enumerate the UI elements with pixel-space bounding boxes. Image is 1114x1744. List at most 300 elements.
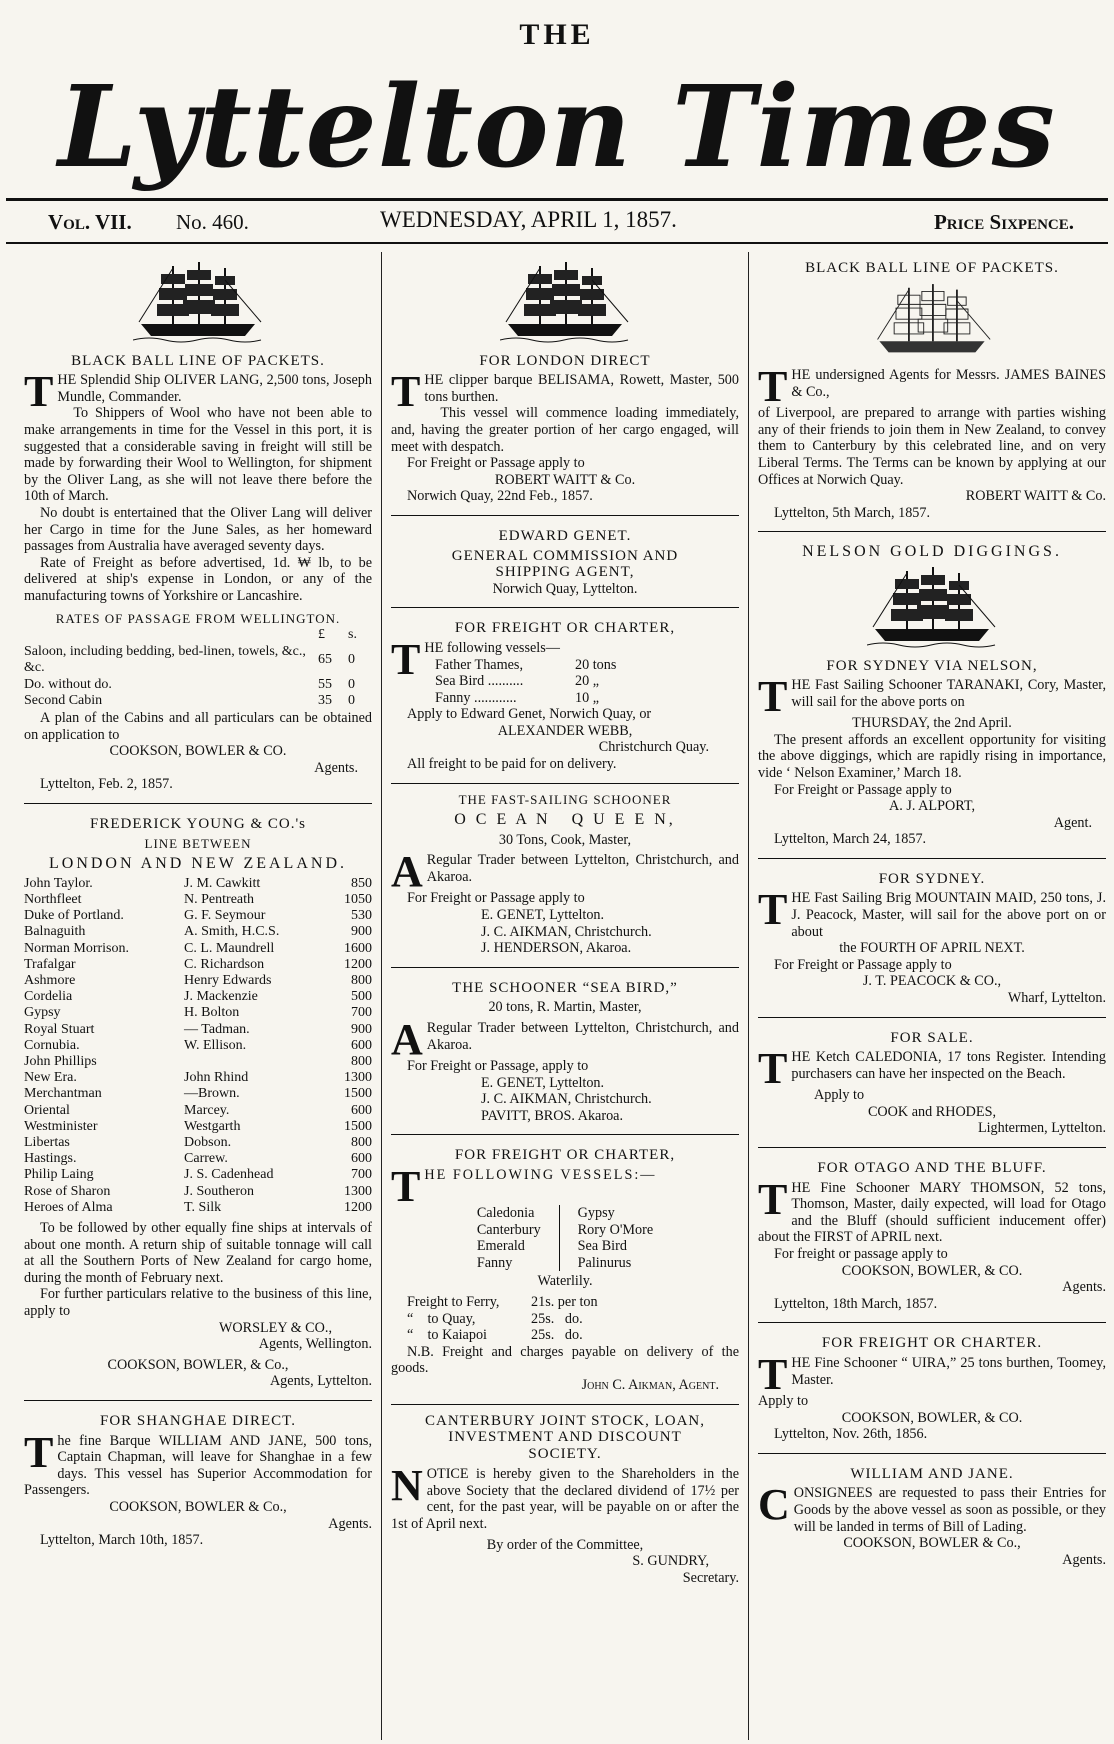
ad-paragraph: To be followed by other equally fine ships at intervals of about one month. A return ship of suitable tonnage will call at all the Southern Ports of New Zealand for cargo home, during the month of February next.	[24, 1220, 372, 1286]
ad-edward-genet	[391, 522, 739, 605]
ad-paragraph: All freight to be paid for on delivery.	[407, 756, 617, 773]
rate-row	[24, 677, 372, 694]
masthead-rule-bottom	[6, 242, 1108, 244]
fleet-master: Henry Edwards	[184, 973, 272, 989]
fleet-row	[24, 1022, 372, 1038]
ad-body: OTICE is hereby given to the Shareholders in the above Society that the declared dividend of 17½ per cent, for the past year, will be payable on or after the 1st of April next.	[391, 1466, 739, 1533]
ad-place-date: Norwich Quay, 22nd Feb., 1857.	[407, 488, 593, 505]
fleet-master: J. Mackenzie	[184, 989, 258, 1005]
freight-row	[407, 1327, 739, 1344]
ad-subheading: THE FAST-SAILING SCHOONER	[458, 791, 672, 807]
ad-place-date: Lyttelton, 18th March, 1857.	[774, 1295, 938, 1312]
ad-route: LONDON AND NEW ZEALAND.	[48, 855, 347, 873]
fleet-master: C. L. Maundrell	[184, 940, 275, 956]
ad-paragraph: No doubt is entertained that the Oliver Lang will deliver her Cargo in time for the June Sales, as her homeward passages from Australia have averaged seventy days.	[24, 504, 372, 555]
freight-rate: 21s. per ton	[531, 1293, 598, 1310]
masthead-title: Lyttelton Times	[58, 62, 1056, 193]
ad-belisama	[391, 254, 739, 513]
ad-oliver-lang	[24, 254, 372, 801]
fleet-ship-name: Balnaguith	[24, 924, 86, 940]
rate-shillings: 0	[348, 693, 355, 709]
column-divider	[748, 252, 749, 1740]
fleet-ship-name: Duke of Portland.	[24, 908, 124, 924]
ad-heading: FOR LONDON DIRECT	[479, 352, 651, 369]
rate-shillings: 0	[348, 651, 355, 667]
fleet-ship-name: Norman Morrison.	[24, 940, 129, 956]
fleet-ship-name: John Phillips	[24, 1054, 97, 1070]
vessel-row	[435, 673, 739, 690]
fleet-row	[24, 1151, 372, 1167]
ad-agent-address: Christchurch Quay.	[598, 739, 709, 756]
fleet-tons: 500	[351, 989, 372, 1005]
fleet-row	[24, 892, 372, 908]
fleet-row	[24, 1184, 372, 1200]
fleet-row	[24, 973, 372, 989]
drop-cap: T	[391, 1161, 421, 1211]
ad-paragraph: For Freight or Passage apply to	[774, 956, 952, 973]
fleet-master: Westgarth	[184, 1118, 241, 1134]
ad-body: HE Ketch CALEDONIA, 17 tons Register. Intending purchasers can have her inspected on the Beach.	[791, 1049, 1106, 1082]
vessel-row	[435, 690, 739, 707]
ad-body: ONSIGNEES are requested to pass their Entries for Goods by the above vessel as soon as possible, or they will be landed in terms of Bill of Lading.	[793, 1485, 1106, 1535]
ad-agent: ALEXANDER WEBB,	[497, 722, 633, 739]
ad-agent: COOKSON, BOWLER & Co.,	[109, 1498, 287, 1515]
fleet-row	[24, 1135, 372, 1151]
ad-agent-role: Lightermen, Lyttelton.	[977, 1120, 1106, 1137]
fleet-master: N. Pentreath	[184, 892, 255, 908]
vessel-name: Gypsy	[577, 1204, 615, 1221]
fleet-master: J. S. Cadenhead	[184, 1167, 274, 1183]
fleet-tons: 600	[351, 1102, 372, 1118]
dateline	[0, 204, 1114, 240]
ad-subheading: LINE BETWEEN	[144, 835, 252, 851]
fleet-tons: 600	[351, 1151, 372, 1167]
ad-agent: COOKSON, BOWLER & CO.	[109, 743, 287, 760]
freight-dest: “ to Quay,	[407, 1310, 476, 1327]
ad-separator	[758, 858, 1106, 859]
fleet-row	[24, 989, 372, 1005]
rate-pounds: 35	[318, 693, 332, 709]
ad-line: 20 tons, R. Martin, Master,	[488, 999, 642, 1016]
ship-illustration	[391, 260, 739, 349]
fleet-ship-name: Ashmore	[24, 973, 76, 989]
fleet-master: C. Richardson	[184, 956, 265, 972]
column-2	[391, 254, 739, 1738]
ad-separator	[24, 803, 372, 804]
ad-black-ball	[758, 254, 1106, 529]
ad-agent: PAVITT, BROS. Akaroa.	[481, 1107, 624, 1124]
vessel-name: Palinurus	[577, 1254, 632, 1271]
freight-row	[407, 1311, 739, 1328]
ad-line: 30 Tons, Cook, Master,	[498, 831, 632, 848]
fleet-tons: 900	[351, 1021, 372, 1037]
ad-agent-role: Agents.	[328, 1515, 372, 1532]
fleet-row	[24, 1070, 372, 1086]
rate-label: Second Cabin	[24, 693, 103, 709]
ad-agent: WORSLEY & CO.,	[219, 1319, 332, 1336]
fleet-row	[24, 1054, 372, 1070]
ad-agent: COOK and RHODES,	[867, 1103, 997, 1120]
agent-list	[481, 1075, 739, 1125]
fleet-master: Dobson.	[184, 1135, 232, 1151]
ad-heading: FOR FREIGHT OR CHARTER,	[454, 1147, 676, 1164]
issue-number: No. 460.	[176, 210, 249, 234]
ad-place-date: Lyttelton, Nov. 26th, 1856.	[774, 1426, 928, 1443]
fleet-master: John Rhind	[184, 1070, 249, 1086]
drop-cap: T	[24, 367, 54, 417]
vessel-name: Fanny	[476, 1254, 513, 1271]
drop-cap: T	[391, 367, 421, 417]
ad-body: Regular Trader between Lyttelton, Christchurch, and Akaroa.	[426, 852, 739, 886]
ship-icon	[133, 260, 263, 344]
drop-cap: T	[24, 1427, 54, 1477]
ad-agent-role: Agents.	[314, 759, 358, 776]
fleet-ship-name: Cornubia.	[24, 1037, 80, 1053]
ad-paragraph: Rate of Freight as before advertised, 1d. ₩ lb, to be delivered at ship's expense in London, or any of the manufacturing towns of Yorkshire or Lancashire.	[24, 554, 372, 604]
vessel-name: Sea Bird	[577, 1238, 627, 1255]
fleet-master: J. Southeron	[184, 1183, 255, 1199]
vessel-row	[435, 657, 739, 674]
ad-heading: WILLIAM AND JANE.	[850, 1465, 1014, 1482]
ad-intro: HE Fast Sailing Brig MOUNTAIN MAID, 250 tons, J. J. Peacock, Master, will sail for the above port on or about	[791, 890, 1106, 940]
fleet-row	[24, 924, 372, 940]
fleet-master: —Brown.	[184, 1086, 240, 1102]
fleet-row	[24, 1038, 372, 1054]
fleet-tons: 850	[351, 875, 372, 891]
ad-agent-role: Agents.	[1062, 1551, 1106, 1568]
fleet-row	[24, 941, 372, 957]
ad-for-sale	[758, 1024, 1106, 1145]
ad-paragraph: For Freight or Passage apply to	[407, 455, 585, 472]
ad-paragraph: The present affords an excellent opportunity for visiting the above diggings, which are rapidly rising in importance, vide ‘ Nelson Examiner,’ March 18.	[758, 731, 1106, 781]
ad-agent: John C. Aikman, Agent.	[581, 1376, 719, 1393]
fleet-master: H. Bolton	[184, 1005, 240, 1021]
fleet-ship-name: Philip Laing	[24, 1167, 94, 1183]
ad-separator	[758, 1017, 1106, 1018]
fleet-tons: 1200	[344, 956, 372, 972]
rate-row	[24, 644, 372, 677]
ad-agent: A. J. ALPORT,	[889, 798, 975, 815]
ad-place-date: Lyttelton, March 24, 1857.	[774, 831, 927, 848]
fleet-master	[184, 1054, 329, 1070]
ad-separator	[391, 783, 739, 784]
ad-line: GENERAL COMMISSION AND	[451, 547, 679, 564]
ad-uira	[758, 1329, 1106, 1450]
ad-paragraph: Apply to	[814, 1087, 865, 1104]
ad-william-jane	[758, 1460, 1106, 1577]
ad-separator	[758, 1147, 1106, 1148]
ad-heading: FOR FREIGHT OR CHARTER,	[454, 620, 676, 637]
ship-illustration	[758, 281, 1106, 366]
ad-paragraph: For Freight or Passage apply to	[774, 781, 952, 798]
fleet-tons: 530	[351, 908, 372, 924]
ad-separator	[391, 1404, 739, 1405]
ad-paragraph: For further particulars relative to the business of this line, apply to	[24, 1286, 372, 1320]
rate-pounds: 65	[318, 651, 332, 667]
ad-paragraph: N.B. Freight and charges payable on delivery of the goods.	[391, 1343, 739, 1377]
fleet-tons: 900	[351, 924, 372, 940]
vessel-columns	[391, 1205, 739, 1271]
freight-rates	[407, 1294, 739, 1344]
ad-intro: HE Fast Sailing Schooner TARANAKI, Cory, Master, will sail for the above ports on	[791, 677, 1106, 710]
issue-date: WEDNESDAY, APRIL 1, 1857.	[380, 207, 677, 232]
fleet-tons: 1500	[344, 1118, 372, 1134]
ad-paragraph: For Freight or Passage, apply to	[407, 1058, 589, 1074]
drop-cap: T	[758, 362, 788, 412]
vessel-column-right	[578, 1205, 653, 1271]
rate-label: Do. without do.	[24, 676, 112, 692]
fleet-master: G. F. Seymour	[184, 908, 266, 924]
ad-body: he fine Barque WILLIAM AND JANE, 500 tons, Captain Chapman, will leave for Shanghae in a few days. This vessel has Superior Accommodation for Passengers.	[24, 1432, 372, 1499]
ad-paragraph: This vessel will commence loading immediately, and, having the greater portion of her cargo engaged, will meet with despatch.	[391, 405, 739, 455]
rate-pounds: 55	[318, 676, 332, 692]
ship-illustration	[24, 260, 372, 349]
ad-heading: NELSON GOLD DIGGINGS.	[802, 543, 1062, 561]
ad-paragraph: A plan of the Cabins and all particulars can be obtained on application to	[24, 710, 372, 743]
ad-ocean-queen	[391, 790, 739, 965]
ad-heading: FOR SYDNEY.	[878, 870, 986, 887]
ad-paragraph: Apply to	[758, 1392, 809, 1409]
price: Price Sixpence.	[933, 210, 1074, 234]
fleet-row	[24, 1103, 372, 1119]
fleet-tons: 800	[351, 1135, 372, 1151]
ad-heading: FOR OTAGO AND THE BLUFF.	[817, 1160, 1047, 1176]
ad-heading: FOR SHANGHAE DIRECT.	[100, 1413, 296, 1430]
ad-sea-bird	[391, 974, 739, 1133]
vessel-list	[435, 657, 739, 707]
ad-agent: COOKSON, BOWLER, & CO.	[841, 1409, 1023, 1426]
ad-place-date: Lyttelton, Feb. 2, 1857.	[40, 776, 173, 793]
fleet-row	[24, 1086, 372, 1102]
ad-heading: THE SCHOONER “SEA BIRD,”	[452, 979, 678, 996]
ad-heading: BLACK BALL LINE OF PACKETS.	[71, 352, 325, 369]
ad-paragraph: For freight or passage apply to	[774, 1245, 948, 1262]
ship-icon	[872, 281, 992, 361]
fleet-ship-name: Westminister	[24, 1118, 98, 1134]
fleet-ship-name: New Era.	[24, 1070, 77, 1086]
ad-agent: J. C. AIKMAN, Christchurch.	[481, 923, 652, 940]
ad-canterbury-society	[391, 1411, 739, 1595]
masthead-rule-top	[6, 198, 1108, 201]
ad-agent: COOKSON, BOWLER, & Co.,	[107, 1356, 289, 1373]
ad-agent-role: Agents.	[1062, 1279, 1106, 1296]
ad-separator	[391, 1134, 739, 1135]
ad-agent-address: Wharf, Lyttelton.	[1007, 990, 1106, 1007]
rates-col-pounds: £	[318, 627, 325, 643]
fleet-tons: 1300	[344, 1183, 372, 1199]
ad-heading: FREDERICK YOUNG & CO.'s	[90, 816, 306, 833]
fleet-row	[24, 1119, 372, 1135]
fleet-row	[24, 1005, 372, 1021]
ad-otago-bluff	[758, 1154, 1106, 1320]
ad-separator	[391, 607, 739, 608]
ad-agent: ROBERT WAITT & Co.	[965, 488, 1106, 505]
vessel-name: Father Thames,	[435, 656, 523, 673]
drop-cap: T	[758, 1174, 788, 1224]
vessel-name: Emerald	[476, 1238, 525, 1255]
fleet-ship-name: Cordelia	[24, 989, 73, 1005]
ad-address: Norwich Quay, Lyttelton.	[492, 580, 638, 597]
ad-body: HE Fine Schooner “ UIRA,” 25 tons burthen, Toomey, Master.	[791, 1354, 1106, 1388]
drop-cap: T	[391, 634, 421, 684]
ad-day: THURSDAY, the 2nd April.	[852, 715, 1012, 732]
column-1	[24, 254, 372, 1738]
drop-cap: N	[391, 1461, 423, 1511]
fleet-tons: 600	[351, 1037, 372, 1053]
ad-paragraph: Apply to Edward Genet, Norwich Quay, or	[407, 706, 652, 723]
fleet-master: Marcey.	[184, 1102, 230, 1118]
rate-label: Saloon, including bedding, bed-linen, towels, &c., &c.	[24, 643, 306, 676]
ad-signatory: S. GUNDRY,	[632, 1553, 709, 1570]
ad-for-sydney	[758, 865, 1106, 1015]
ad-freight-charter-1	[391, 614, 739, 780]
fleet-master: — Tadman.	[184, 1021, 250, 1037]
ad-agent: E. GENET, Lyttelton.	[481, 907, 605, 924]
ad-place-date: Lyttelton, 5th March, 1857.	[774, 504, 931, 521]
ad-agent: E. GENET, Lyttelton.	[481, 1074, 605, 1091]
drop-cap: C	[758, 1480, 790, 1530]
ad-agent-role: Agents, Wellington.	[258, 1336, 372, 1353]
drop-cap: A	[391, 847, 423, 897]
ad-paragraph: To Shippers of Wool who have not been able to make arrangements in time for the Vessel in this port, it is suggested that a considerable saving in freight will still be made by forwarding their Wool to Wellington, for shipment by the Oliver Lang, as she will not leave there before the 10th of March.	[24, 405, 372, 505]
vessel-name: Caledonia	[476, 1204, 535, 1221]
vessel-name: Sea Bird ..........	[435, 673, 524, 690]
ad-separator	[391, 515, 739, 516]
ad-separator	[391, 967, 739, 968]
fleet-tons: 1200	[344, 1199, 372, 1215]
fleet-ship-name: Northfleet	[24, 892, 82, 908]
drop-cap: T	[758, 1349, 788, 1399]
ad-agent: COOKSON, BOWLER, & CO.	[841, 1262, 1023, 1279]
volume: Vol. VII.	[48, 210, 132, 234]
ad-agent: J. T. PEACOCK & CO.,	[862, 973, 1002, 990]
fleet-tons: 1500	[344, 1086, 372, 1102]
ad-day: the FOURTH OF APRIL NEXT.	[839, 940, 1025, 957]
vessel-tons: 20 „	[575, 673, 600, 690]
fleet-row	[24, 1167, 372, 1183]
fleet-table	[24, 876, 372, 1216]
fleet-ship-name: Oriental	[24, 1102, 70, 1118]
vessel-name: Fanny ............	[435, 689, 517, 706]
fleet-tons: 700	[351, 1167, 372, 1183]
vessel-column-left	[477, 1205, 560, 1271]
fleet-tons: 1050	[344, 892, 372, 908]
ad-body: Regular Trader between Lyttelton, Christchurch, and Akaroa.	[426, 1020, 739, 1053]
drop-cap: T	[758, 1044, 788, 1094]
fleet-master: Carrew.	[184, 1151, 228, 1167]
vessel-name: Canterbury	[476, 1221, 541, 1238]
ad-separator	[758, 531, 1106, 532]
rate-row	[24, 693, 372, 710]
ad-body: of Liverpool, are prepared to arrange with parties wishing any of their friends to join them in New Zealand, to convey them to Canterbury by this celebrated line, and on very Liberal Terms. The Terms can be known by applying at our Offices at Norwich Quay.	[758, 405, 1106, 488]
ad-body: HE Fine Schooner MARY THOMSON, 52 tons, Thomson, Master, daily expected, will load for Otago and the Bluff (should sufficient inducement offer) about the FIRST of APRIL next.	[758, 1179, 1106, 1246]
fleet-tons: 1300	[344, 1070, 372, 1086]
ad-shanghae	[24, 1407, 372, 1557]
agent-list	[481, 907, 739, 957]
fleet-row	[24, 908, 372, 924]
ad-agent: ROBERT WAITT & Co.	[494, 471, 636, 488]
freight-row	[407, 1294, 739, 1311]
fleet-tons: 1600	[344, 940, 372, 956]
ad-paragraph: For Freight or Passage apply to	[407, 890, 585, 907]
ad-heading: FOR SALE.	[890, 1029, 974, 1046]
ad-intro: HE Splendid Ship OLIVER LANG, 2,500 tons, Joseph Mundle, Commander.	[57, 372, 372, 405]
fleet-ship-name: Royal Stuart	[24, 1021, 95, 1037]
fleet-tons: 700	[351, 1005, 372, 1021]
fleet-master: J. M. Cawkitt	[184, 875, 261, 891]
fleet-ship-name: Merchantman	[24, 1086, 102, 1102]
rate-shillings: 0	[348, 676, 355, 692]
ad-heading: FOR FREIGHT OR CHARTER.	[821, 1335, 1043, 1352]
ad-intro: HE clipper barque BELISAMA, Rowett, Master, 500 tons burthen.	[424, 372, 739, 405]
fleet-ship-name: Trafalgar	[24, 956, 76, 972]
fleet-ship-name: Heroes of Alma	[24, 1199, 113, 1215]
fleet-ship-name: Hastings.	[24, 1151, 77, 1167]
ad-intro: HE undersigned Agents for Messrs. JAMES BAINES & Co.,	[791, 367, 1106, 400]
column-3	[758, 254, 1106, 1738]
fleet-tons: 800	[351, 1054, 372, 1070]
fleet-ship-name: Gypsy	[24, 1005, 61, 1021]
fleet-master: T. Silk	[184, 1199, 222, 1215]
rates-col-shillings: s.	[348, 627, 357, 643]
freight-dest: Freight to Ferry,	[407, 1293, 500, 1310]
freight-rate: 25s. do.	[531, 1310, 583, 1327]
ship-illustration	[758, 565, 1106, 654]
ad-separator	[758, 1453, 1106, 1454]
fleet-ship-name: John Taylor.	[24, 875, 93, 891]
ad-intro: HE following vessels—	[424, 639, 560, 656]
fleet-master: A. Smith, H.C.S.	[184, 924, 280, 940]
fleet-tons: 800	[351, 973, 372, 989]
ship-icon	[867, 565, 997, 649]
drop-cap: T	[758, 672, 788, 722]
fleet-row	[24, 876, 372, 892]
rates-heading: RATES OF PASSAGE FROM WELLINGTON.	[55, 610, 341, 626]
ad-signatory-role: Secretary.	[682, 1569, 739, 1586]
ad-heading: INVESTMENT AND DISCOUNT	[448, 1429, 682, 1446]
ad-agent: J. C. AIKMAN, Christchurch.	[481, 1091, 652, 1108]
ad-agent-role: Agent.	[1053, 814, 1092, 831]
ad-heading: EDWARD GENET.	[498, 527, 632, 544]
ad-separator	[24, 1400, 372, 1401]
freight-rate: 25s. do.	[531, 1327, 583, 1344]
vessel-tons: 10 „	[575, 689, 600, 706]
fleet-ship-name: Rose of Sharon	[24, 1183, 111, 1199]
ad-order: By order of the Committee,	[486, 1536, 644, 1553]
drop-cap: T	[758, 885, 788, 935]
column-divider	[381, 252, 382, 1740]
ad-heading: BLACK BALL LINE OF PACKETS.	[805, 260, 1059, 276]
vessel-name: Waterlily.	[537, 1273, 593, 1290]
ship-icon	[500, 260, 630, 344]
ad-subheading: FOR SYDNEY VIA NELSON,	[826, 657, 1038, 674]
drop-cap: A	[391, 1015, 423, 1064]
ad-intro: HE FOLLOWING VESSELS:—	[424, 1166, 657, 1183]
ad-place-date: Lyttelton, March 10th, 1857.	[40, 1532, 204, 1549]
fleet-row	[24, 957, 372, 973]
ad-agent: J. HENDERSON, Akaroa.	[481, 940, 632, 957]
ad-agent-role: Agents, Lyttelton.	[269, 1373, 372, 1390]
ad-freight-charter-2	[391, 1141, 739, 1401]
fleet-master: W. Ellison.	[184, 1037, 247, 1053]
ad-heading: SOCIETY.	[528, 1445, 602, 1462]
ad-nelson-gold	[758, 538, 1106, 856]
rates-table	[24, 627, 372, 710]
vessel-name: Rory O'More	[577, 1221, 654, 1238]
freight-dest: “ to Kaiapoi	[407, 1327, 487, 1344]
ad-heading: O C E A N Q U E E N,	[454, 811, 676, 829]
vessel-tons: 20 tons	[575, 656, 617, 673]
